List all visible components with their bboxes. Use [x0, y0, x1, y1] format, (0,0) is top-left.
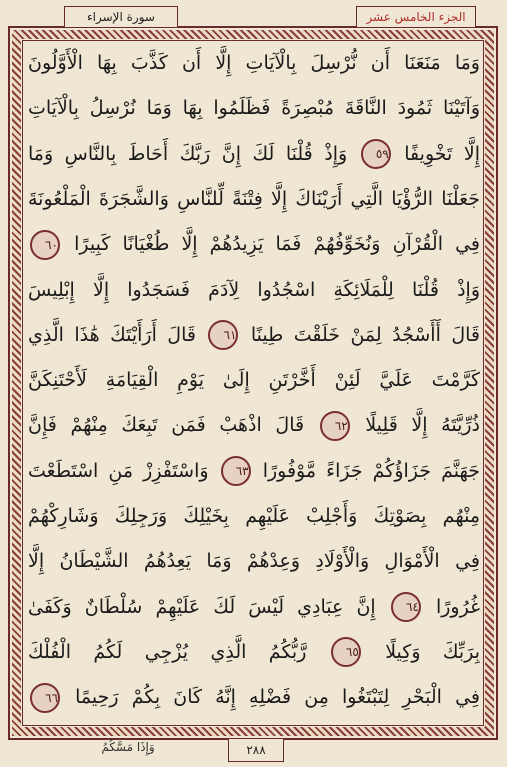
ayah-marker: ٦٢ [320, 411, 350, 441]
verse-text: فِي الْأَمْوَالِ وَالْأَوْلَادِ وَعِدْهُمْ وَمَا يَعِدُهُمُ الشَّيْطَانُ إِلَّا [28, 550, 480, 573]
text-line [28, 678, 480, 716]
text-line [28, 89, 480, 127]
verse-text: قَالَ اذْهَبْ فَمَن تَبِعَكَ مِنْهُمْ فَإِنَّ [28, 414, 318, 437]
text-line [28, 406, 480, 444]
verse-text: بِرَبِّكَ وَكِيلًا [362, 640, 480, 663]
text-line [28, 271, 480, 309]
verse-text: وَإِذْ قُلْنَا لِلْمَلَائِكَةِ اسْجُدُوا لِآدَمَ فَسَجَدُوا إِلَّا إِبْلِيسَ [28, 278, 480, 301]
ayah-marker: ٦٣ [221, 456, 251, 486]
verse-text: قَالَ أَأَسْجُدُ لِمَنْ خَلَقْتَ طِينًا [240, 323, 480, 346]
text-line [28, 542, 480, 580]
verse-text: جَعَلْنَا الرُّؤْيَا الَّتِي أَرَيْنَاكَ إِلَّا فِتْنَةً لِّلنَّاسِ وَالشَّجَرَةَ الْمَلْعُونَةَ [28, 187, 480, 210]
verse-text: إِنَّ عِبَادِي لَيْسَ لَكَ عَلَيْهِمْ سُلْطَانٌ وَكَفَىٰ [28, 595, 389, 618]
text-line [28, 361, 480, 399]
verse-text: فِي الْقُرْآنِ وَنُخَوِّفُهُمْ فَمَا يَزِيدُهُمْ إِلَّا طُغْيَانًا كَبِيرًا [62, 233, 480, 256]
verse-text: فِي الْبَحْرِ لِتَبْتَغُوا مِن فَضْلِهِ إِنَّهُ كَانَ بِكُمْ رَحِيمًا [62, 686, 480, 709]
verse-text: كَرَّمْتَ عَلَيَّ لَئِنْ أَخَّرْتَنِ إِلَىٰ يَوْمِ الْقِيَامَةِ لَأَحْتَنِكَنَّ [28, 369, 480, 392]
juz-label: الجزء الخامس عشر [356, 6, 476, 27]
text-line [28, 633, 480, 671]
verse-text: ذُرِّيَّتَهُ إِلَّا قَلِيلًا [351, 414, 480, 437]
text-line [28, 135, 480, 173]
verse-text: وَآتَيْنَا ثَمُودَ النَّاقَةَ مُبْصِرَةً فَظَلَمُوا بِهَا وَمَا نُرْسِلُ بِالْآيَاتِ [28, 97, 480, 120]
page-number: ٢٨٨ [228, 739, 284, 762]
text-line [28, 452, 480, 490]
text-block [28, 44, 480, 724]
ayah-marker: ٦٥ [331, 637, 361, 667]
ayah-marker: ٦٦ [30, 683, 60, 713]
verse-text: غُرُورًا [422, 595, 480, 618]
verse-text: قَالَ أَرَأَيْتَكَ هَٰذَا الَّذِي [28, 323, 207, 346]
ayah-marker: ٦٠ [30, 230, 60, 260]
verse-text: جَهَنَّمَ جَزَاؤُكُمْ جَزَاءً مَّوْفُورًا [252, 459, 480, 482]
catchword: وَإِذَا مَسَّكُمُ [101, 740, 155, 754]
text-line [28, 588, 480, 626]
text-line [28, 316, 480, 354]
ayah-marker: ٦١ [208, 320, 238, 350]
text-line [28, 497, 480, 535]
ayah-marker: ٥٩ [361, 139, 391, 169]
ayah-marker: ٦٤ [391, 592, 421, 622]
verse-text: وَاسْتَفْزِزْ مَنِ اسْتَطَعْتَ [28, 459, 219, 482]
surah-name-label: سورة الإسراء [64, 6, 178, 27]
verse-text: مِنْهُم بِصَوْتِكَ وَأَجْلِبْ عَلَيْهِم بِخَيْلِكَ وَرَجِلِكَ وَشَارِكْهُمْ [28, 505, 480, 527]
verse-text: وَإِذْ قُلْنَا لَكَ إِنَّ رَبَّكَ أَحَاطَ بِالنَّاسِ وَمَا [28, 142, 359, 165]
verse-text: إِلَّا تَخْوِيفًا [392, 142, 480, 165]
verse-text: رَّبُّكُمُ الَّذِي يُزْجِي لَكُمُ الْفُلْكَ [28, 640, 329, 663]
verse-text: وَمَا مَنَعَنَا أَن نُّرْسِلَ بِالْآيَاتِ إِلَّا أَن كَذَّبَ بِهَا الْأَوَّلُونَ [28, 52, 480, 74]
text-line [28, 180, 480, 218]
text-line [28, 44, 480, 82]
text-line [28, 225, 480, 263]
